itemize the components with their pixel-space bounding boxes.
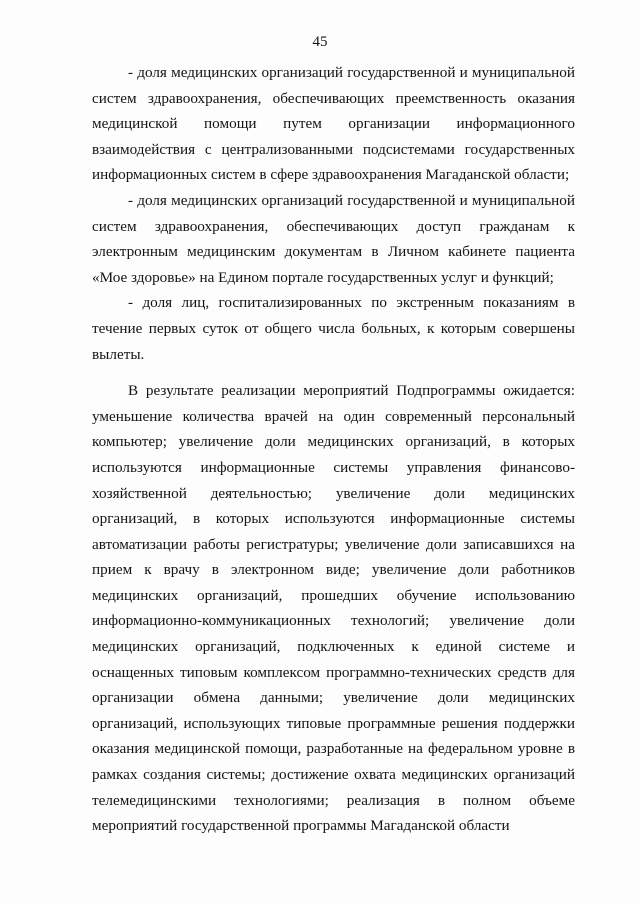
paragraph-continuity-share: - доля медицинских организаций государственной и муниципальной систем здравоохранения, обеспечивающих преемственность оказания медицинской помощи путем организации информационного взаимодействия с централизованными подсистемами государственных информационных систем в сфере здравоохранения Магаданской области; — [92, 64, 575, 184]
paragraph-patient-access-share: - доля медицинских организаций государственной и муниципальной систем здравоохранения, обеспечивающих доступ гражданам к электронным медицинским документам в Личном кабинете пациента «Мое здоровье» на Едином портале государственных услуг и функций; — [92, 191, 575, 286]
paragraph-hospitalized-share: - доля лиц, госпитализированных по экстренным показаниям в течение первых суток от общего числа больных, к которым совершены вылеты. — [92, 294, 575, 363]
paragraph-expected-results: В результате реализации мероприятий Подпрограммы ожидается: уменьшение количества врачей на один современный персональный компьютер; увеличение доли медицинских организаций, в которых используются информационные системы управления финансово-хозяйственной деятельностью; увеличение доли медицинских организаций, в которых используются информационные системы автоматизации работы регистратуры; увеличение доли записавшихся на прием к врачу в электронном виде; увеличение доли работников медицинских организаций, прошедших обучение использованию информационно-коммуникационных технологий; увеличение доли медицинских организаций, подключенных к единой системе и оснащенных типовым комплексом программно-технических средств для организации обмена данными; увеличение доли медицинских организаций, использующих типовые программные решения поддержки оказания медицинской помощи, разработанные на федеральном уровне в рамках создания системы; достижение охвата медицинских организаций телемедицинскими технологиями; реализация в полном объеме мероприятий государственной программы Магаданской области — [92, 382, 575, 835]
document-body — [92, 60, 575, 839]
page-number: 45 — [312, 34, 328, 50]
